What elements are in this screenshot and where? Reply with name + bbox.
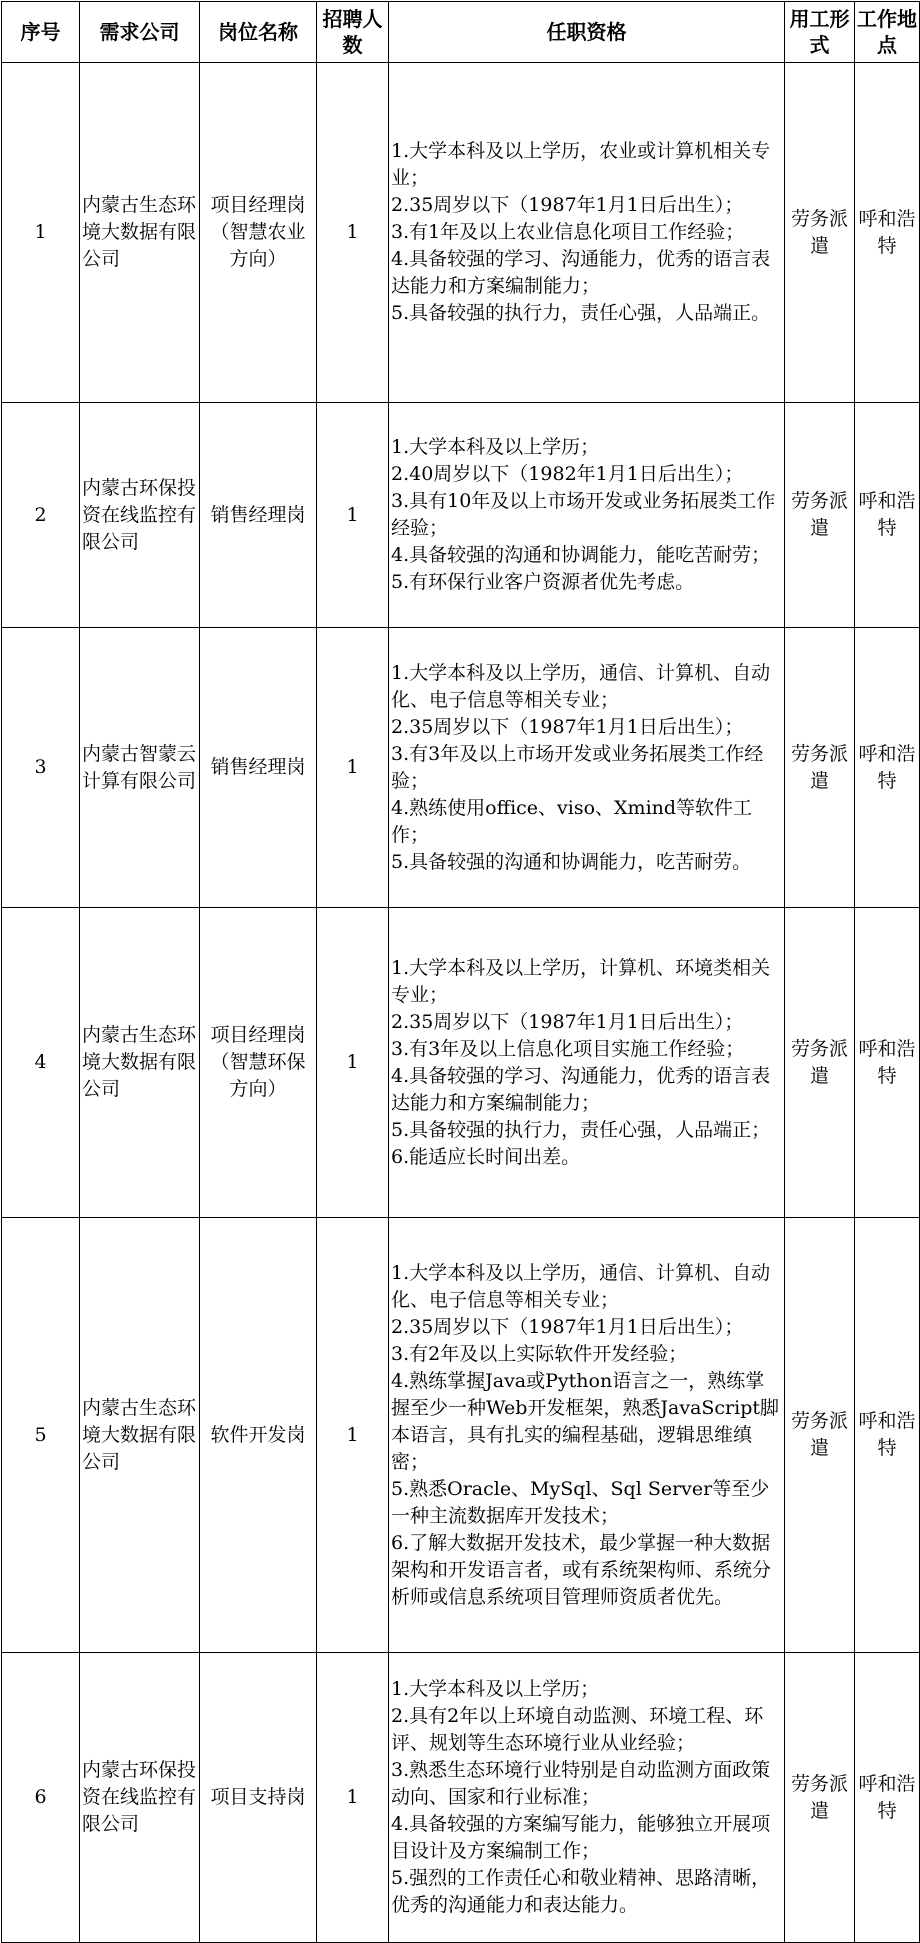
cell-seq: 2 (2, 403, 80, 628)
recruitment-table (1, 1, 920, 1943)
requirement-item: 4.具备较强的沟通和协调能力，能吃苦耐劳； (391, 544, 771, 566)
cell-position: 销售经理岗 (200, 403, 317, 628)
cell-company: 内蒙古生态环境大数据有限公司 (80, 908, 200, 1218)
requirement-item: 2.40周岁以下（1982年1月1日后出生）； (391, 463, 744, 485)
requirement-item: 2.具有2年以上环境自动监测、环境工程、环评、规划等生态环境行业从业经验； (391, 1705, 764, 1754)
requirement-item: 3.有3年及以上市场开发或业务拓展类工作经验； (391, 742, 764, 792)
cell-count: 1 (317, 1218, 389, 1653)
header-row (2, 2, 920, 63)
cell-employment: 劳务派遣 (785, 1218, 855, 1653)
cell-count: 1 (317, 908, 389, 1218)
requirement-item: 1.大学本科及以上学历，通信、计算机、自动化、电子信息等相关专业； (391, 661, 771, 711)
cell-company: 内蒙古环保投资在线监控有限公司 (80, 403, 200, 628)
requirement-item: 5.具备较强的执行力，责任心强，人品端正； (391, 1118, 771, 1141)
header-requirements: 任职资格 (389, 2, 785, 63)
requirement-item: 4.具备较强的学习、沟通能力，优秀的语言表达能力和方案编制能力； (391, 248, 771, 297)
requirement-item: 6.能适应长时间出差。 (391, 1145, 581, 1168)
requirement-item: 5.有环保行业客户资源者优先考虑。 (391, 571, 695, 593)
table-row (2, 1653, 920, 1943)
cell-seq: 6 (2, 1653, 80, 1943)
cell-location: 呼和浩特 (855, 403, 920, 628)
header-position: 岗位名称 (200, 2, 317, 63)
cell-company: 内蒙古智蒙云计算有限公司 (80, 628, 200, 908)
cell-company: 内蒙古环保投资在线监控有限公司 (80, 1653, 200, 1943)
table-row (2, 628, 920, 908)
cell-position: 销售经理岗 (200, 628, 317, 908)
requirement-item: 1.大学本科及以上学历； (391, 436, 600, 458)
cell-requirements (389, 403, 785, 628)
header-employment: 用工形式 (785, 2, 855, 63)
cell-company: 内蒙古生态环境大数据有限公司 (80, 63, 200, 403)
cell-position: 项目支持岗 (200, 1653, 317, 1943)
cell-employment: 劳务派遣 (785, 63, 855, 403)
requirement-item: 4.熟练使用office、viso、Xmind等软件工作； (391, 796, 753, 846)
requirement-item: 1.大学本科及以上学历，计算机、环境类相关专业； (391, 956, 771, 1006)
cell-location: 呼和浩特 (855, 908, 920, 1218)
cell-requirements (389, 1218, 785, 1653)
requirement-item: 1.大学本科及以上学历； (391, 1678, 600, 1700)
requirement-item: 3.有2年及以上实际软件开发经验； (391, 1342, 688, 1365)
table-row (2, 63, 920, 403)
cell-location: 呼和浩特 (855, 1218, 920, 1653)
cell-employment: 劳务派遣 (785, 403, 855, 628)
cell-position: 项目经理岗（智慧环保方向） (200, 908, 317, 1218)
cell-location: 呼和浩特 (855, 63, 920, 403)
header-seq: 序号 (2, 2, 80, 63)
cell-count: 1 (317, 403, 389, 628)
requirement-item: 4.熟练掌握Java或Python语言之一，熟练掌握至少一种Web开发框架，熟悉JavaScript脚本语言，具有扎实的编程基础，逻辑思维缜密； (391, 1369, 780, 1473)
table-row (2, 1218, 920, 1653)
requirement-item: 3.有3年及以上信息化项目实施工作经验； (391, 1037, 745, 1060)
cell-seq: 3 (2, 628, 80, 908)
cell-seq: 5 (2, 1218, 80, 1653)
requirement-item: 5.熟悉Oracle、MySql、Sql Server等至少一种主流数据库开发技术； (391, 1477, 770, 1527)
requirement-item: 2.35周岁以下（1987年1月1日后出生）； (391, 715, 744, 738)
requirement-item: 2.35周岁以下（1987年1月1日后出生）； (391, 1010, 744, 1033)
header-location: 工作地点 (855, 2, 920, 63)
cell-count: 1 (317, 628, 389, 908)
requirement-item: 5.具备较强的沟通和协调能力，吃苦耐劳。 (391, 850, 752, 873)
requirement-item: 6.了解大数据开发技术，最少掌握一种大数据架构和开发语言者，或有系统架构师、系统分析师或信息系统项目管理师资质者优先。 (391, 1531, 772, 1608)
cell-count: 1 (317, 1653, 389, 1943)
cell-requirements (389, 908, 785, 1218)
requirement-item: 1.大学本科及以上学历，通信、计算机、自动化、电子信息等相关专业； (391, 1261, 771, 1311)
requirement-item: 1.大学本科及以上学历，农业或计算机相关专业； (391, 140, 771, 189)
cell-seq: 4 (2, 908, 80, 1218)
requirement-item: 3.具有10年及以上市场开发或业务拓展类工作经验； (391, 490, 776, 539)
table-body (2, 63, 920, 1943)
cell-requirements (389, 63, 785, 403)
cell-count: 1 (317, 63, 389, 403)
cell-location: 呼和浩特 (855, 628, 920, 908)
requirement-item: 4.具备较强的学习、沟通能力，优秀的语言表达能力和方案编制能力； (391, 1064, 771, 1114)
cell-position: 软件开发岗 (200, 1218, 317, 1653)
header-count: 招聘人数 (317, 2, 389, 63)
cell-employment: 劳务派遣 (785, 628, 855, 908)
cell-company: 内蒙古生态环境大数据有限公司 (80, 1218, 200, 1653)
cell-requirements (389, 1653, 785, 1943)
cell-position: 项目经理岗（智慧农业方向） (200, 63, 317, 403)
table-row (2, 403, 920, 628)
cell-requirements (389, 628, 785, 908)
requirement-item: 2.35周岁以下（1987年1月1日后出生）； (391, 194, 744, 216)
requirement-item: 5.强烈的工作责任心和敬业精神、思路清晰，优秀的沟通能力和表达能力。 (391, 1867, 771, 1916)
requirement-item: 5.具备较强的执行力，责任心强，人品端正。 (391, 302, 771, 324)
cell-employment: 劳务派遣 (785, 908, 855, 1218)
requirement-item: 3.有1年及以上农业信息化项目工作经验； (391, 221, 745, 243)
header-company: 需求公司 (80, 2, 200, 63)
cell-employment: 劳务派遣 (785, 1653, 855, 1943)
requirement-item: 2.35周岁以下（1987年1月1日后出生）； (391, 1315, 744, 1338)
table-row (2, 908, 920, 1218)
requirement-item: 3.熟悉生态环境行业特别是自动监测方面政策动向、国家和行业标准； (391, 1759, 771, 1808)
cell-seq: 1 (2, 63, 80, 403)
cell-location: 呼和浩特 (855, 1653, 920, 1943)
requirement-item: 4.具备较强的方案编写能力，能够独立开展项目设计及方案编制工作； (391, 1813, 771, 1862)
